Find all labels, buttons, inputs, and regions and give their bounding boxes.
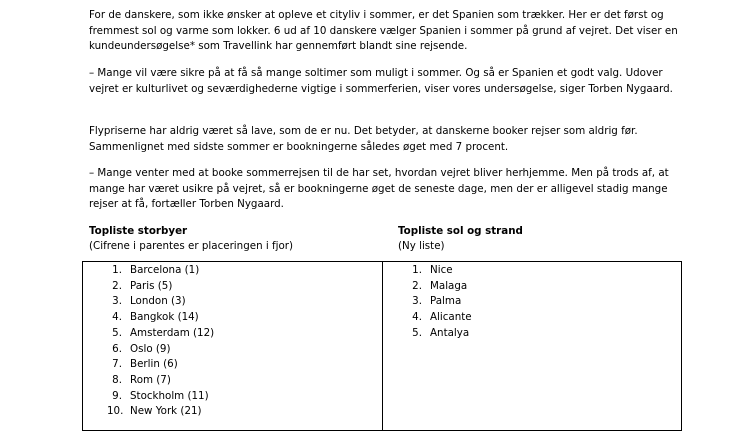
list-item-label: Malaga (430, 279, 468, 292)
list-item (107, 310, 214, 326)
list-item-label: Barcelona (1) (130, 264, 200, 276)
list-item-label: Stockholm (11) (130, 389, 209, 402)
paragraph-quote-sun: – Mange vil være sikre på at få så mange soltimer som muligt i sommer. Og så er Spanien et godt valg. Udover vejret er kulturlivet og seværdighederne vigtige i sommerferien, viser vores undersøgelse, siger Torben Nygaard. (89, 67, 673, 95)
list-item-number: 3. (112, 295, 122, 308)
list-item (107, 404, 214, 420)
list-item-number: 1. (112, 264, 122, 276)
list-item (107, 326, 214, 342)
list-item (107, 357, 214, 373)
paragraph-quote-booking: – Mange venter med at booke sommerrejsen til de har set, hvordan vejret bliver herhjemme. Men på trods af, at mange har været usikre på vejret, så er bookningerne øget de seneste dage, men der er alligevel stadig mange rejser at få, fortæller Torben Nygaard. (89, 167, 669, 211)
list-item-label: Bangkok (14) (130, 311, 199, 324)
list-item (407, 279, 472, 295)
list-item-label: Palma (430, 295, 462, 308)
list-item (107, 263, 214, 279)
city-list (107, 263, 214, 420)
list-item-label: London (3) (130, 295, 186, 308)
list-item (107, 279, 214, 295)
list-item-label: Rom (7) (130, 373, 171, 386)
paragraph-spain-intro: For de danskere, som ikke ønsker at opleve et cityliv i sommer, er det Spanien som trækker. Her er det først og fremmest sol og varme som lokker. 6 ud af 10 danskere vælger Spanien i sommer på grund af vejret. Det viser en kundeundersøgelse* som Travellink har gennemført blandt sine rejsende. (89, 9, 678, 53)
list-item-label: Alicante (430, 311, 472, 324)
list-item-number: 2. (112, 279, 122, 292)
paragraph-flight-prices: Flypriserne har aldrig været så lave, som de er nu. Det betyder, at danskerne booker rejser som aldrig før. Sammenlignet med sidste sommer er bookningerne således øget med 7 procent. (89, 125, 638, 153)
beach-list-subtitle: (Ny liste) (398, 239, 445, 252)
city-list-subtitle: (Cifrene i parentes er placeringen i fjor) (89, 239, 294, 252)
beach-list-title: Topliste sol og strand (398, 225, 523, 237)
list-item-label: Antalya (430, 326, 470, 339)
table-divider (382, 262, 383, 430)
list-item (107, 342, 214, 358)
list-item-label: Nice (430, 264, 453, 276)
list-item-number: 9. (112, 389, 122, 402)
beach-list (407, 263, 472, 342)
city-list-header (89, 224, 293, 253)
list-item-number: 5. (112, 326, 122, 339)
list-item (407, 294, 472, 310)
list-item-number: 8. (112, 373, 122, 386)
list-item-label: New York (21) (130, 405, 202, 418)
list-item-number: 1. (412, 264, 422, 276)
list-item (107, 373, 214, 389)
list-item (407, 310, 472, 326)
list-item-label: Berlin (6) (130, 358, 178, 371)
list-item-number: 2. (412, 279, 422, 292)
list-item-number: 7. (112, 358, 122, 371)
city-list-title: Topliste storbyer (89, 225, 188, 237)
list-item-number: 5. (412, 326, 422, 339)
list-item (407, 326, 472, 342)
list-item-label: Paris (5) (130, 279, 173, 292)
beach-list-header (398, 224, 523, 253)
list-item-number: 6. (112, 342, 122, 355)
list-item-number: 4. (112, 311, 122, 324)
list-item-label: Amsterdam (12) (130, 326, 215, 339)
list-item-number: 4. (412, 311, 422, 324)
list-item-number: 3. (412, 295, 422, 308)
list-item-label: Oslo (9) (130, 342, 171, 355)
list-item (407, 263, 472, 279)
ranking-table (82, 261, 682, 431)
list-item (107, 389, 214, 405)
list-item (107, 294, 214, 310)
list-item-number: 10. (107, 405, 124, 418)
